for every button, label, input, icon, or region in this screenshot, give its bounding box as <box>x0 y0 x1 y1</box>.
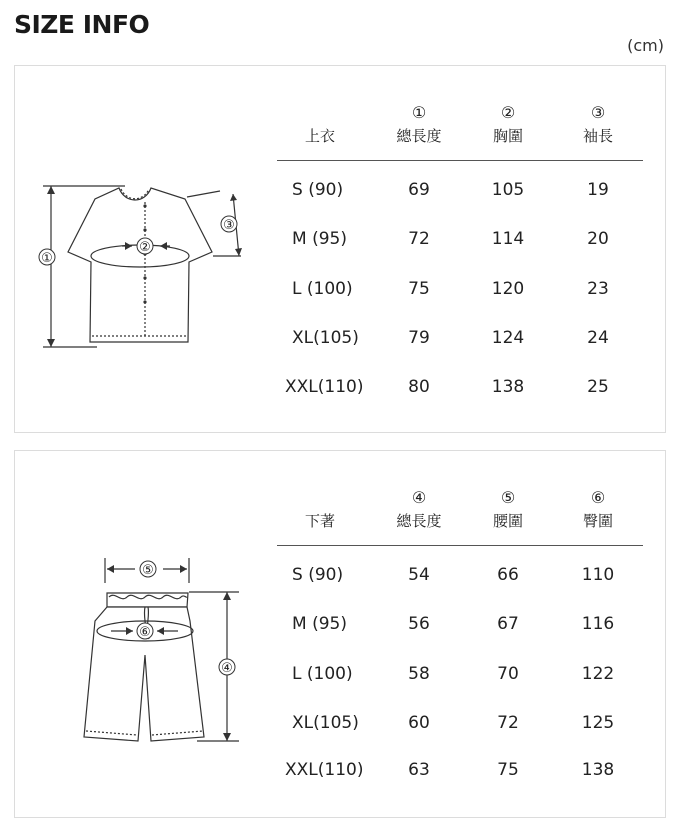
value-cell: 67 <box>497 614 519 634</box>
top-table-header <box>277 102 643 161</box>
size-cell: L (100) <box>292 279 353 299</box>
value-cell: 72 <box>408 229 430 249</box>
marker-4: ④ <box>221 661 233 676</box>
value-cell: 122 <box>581 664 615 684</box>
size-cell: XXL(110) <box>285 760 364 780</box>
page-title: SIZE INFO <box>14 10 150 39</box>
header-category: 下著 <box>304 512 335 530</box>
value-cell: 75 <box>497 760 519 780</box>
table-row <box>277 708 643 738</box>
table-row <box>277 323 643 353</box>
unit-label: (cm) <box>627 36 664 55</box>
header-chest: ② 胸圍 <box>492 103 523 145</box>
value-cell: 20 <box>587 229 609 249</box>
value-cell: 60 <box>408 713 430 733</box>
bottom-table-header <box>277 487 643 546</box>
shirt-diagram <box>15 66 265 432</box>
header-sleeve: ③ 袖長 <box>582 103 613 145</box>
value-cell: 23 <box>587 279 609 299</box>
table-row <box>277 609 643 639</box>
table-row <box>277 659 643 689</box>
value-cell: 79 <box>408 328 430 348</box>
value-cell: 63 <box>408 760 430 780</box>
value-cell: 66 <box>497 565 519 585</box>
table-row <box>277 274 643 304</box>
value-cell: 138 <box>491 377 525 397</box>
table-row <box>277 560 643 590</box>
header-waist: ⑤ 腰圍 <box>492 488 523 530</box>
value-cell: 56 <box>408 614 430 634</box>
header-total-length: ① 總長度 <box>396 103 442 145</box>
size-cell: S (90) <box>292 180 344 200</box>
marker-2: ② <box>139 240 151 255</box>
marker-3: ③ <box>223 218 235 233</box>
value-cell: 24 <box>587 328 609 348</box>
value-cell: 105 <box>491 180 525 200</box>
value-cell: 72 <box>497 713 519 733</box>
value-cell: 70 <box>497 664 519 684</box>
value-cell: 25 <box>587 377 609 397</box>
value-cell: 124 <box>491 328 525 348</box>
marker-6: ⑥ <box>139 625 151 640</box>
table-row <box>277 372 643 402</box>
value-cell: 116 <box>581 614 615 634</box>
top-size-panel <box>14 65 666 433</box>
header-hip: ⑥ 臀圍 <box>582 488 613 530</box>
value-cell: 120 <box>491 279 525 299</box>
marker-1: ① <box>41 251 53 266</box>
size-cell: XL(105) <box>292 328 359 348</box>
size-cell: XL(105) <box>292 713 359 733</box>
value-cell: 19 <box>587 180 609 200</box>
shorts-diagram <box>15 451 265 817</box>
bottom-size-panel <box>14 450 666 818</box>
size-cell: M (95) <box>292 614 347 634</box>
marker-5: ⑤ <box>142 563 154 578</box>
value-cell: 138 <box>581 760 615 780</box>
size-cell: M (95) <box>292 229 347 249</box>
value-cell: 54 <box>408 565 430 585</box>
table-row <box>277 175 643 205</box>
value-cell: 69 <box>408 180 430 200</box>
size-cell: L (100) <box>292 664 353 684</box>
header-category: 上衣 <box>304 127 335 145</box>
value-cell: 58 <box>408 664 430 684</box>
table-row <box>277 755 643 785</box>
value-cell: 75 <box>408 279 430 299</box>
value-cell: 110 <box>581 565 615 585</box>
value-cell: 80 <box>408 377 430 397</box>
size-cell: XXL(110) <box>285 377 364 397</box>
table-row <box>277 224 643 254</box>
header-total-length: ④ 總長度 <box>396 488 442 530</box>
value-cell: 114 <box>491 229 525 249</box>
size-cell: S (90) <box>292 565 344 585</box>
value-cell: 125 <box>581 713 615 733</box>
